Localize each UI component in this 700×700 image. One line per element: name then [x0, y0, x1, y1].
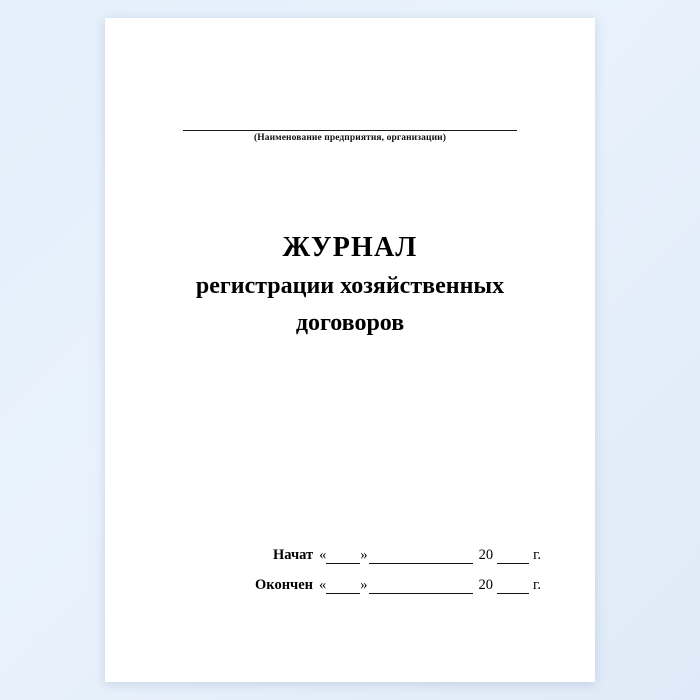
- finished-month-blank[interactable]: [369, 580, 473, 594]
- started-quote-open: «: [319, 547, 327, 563]
- started-year-prefix: 20: [478, 547, 494, 563]
- started-day-blank[interactable]: [326, 550, 360, 564]
- organization-name-rule: [183, 110, 517, 131]
- page-title: ЖУРНАЛ: [282, 232, 418, 263]
- document-sheet: [105, 18, 595, 682]
- finished-day-blank[interactable]: [326, 580, 360, 594]
- finished-year-suffix: г.: [533, 577, 541, 593]
- finished-year-blank[interactable]: [497, 580, 529, 594]
- finished-date-row[interactable]: [255, 564, 565, 594]
- dates-block: [255, 534, 565, 594]
- finished-year-prefix: 20: [478, 577, 494, 593]
- organization-name-field[interactable]: [183, 110, 517, 143]
- finished-quote-close: »: [360, 577, 368, 593]
- started-label: Начат: [273, 547, 314, 563]
- page-subtitle-line-1: регистрации хозяйственных: [195, 273, 505, 299]
- started-date-row[interactable]: [255, 534, 565, 564]
- organization-name-caption: (Наименование предприятия, организации): [253, 133, 447, 143]
- started-year-blank[interactable]: [497, 550, 529, 564]
- finished-label: Окончен: [255, 577, 314, 593]
- document-title-block: [145, 230, 555, 339]
- started-year-suffix: г.: [533, 547, 542, 563]
- started-quote-close: »: [360, 547, 368, 563]
- page-subtitle-line-2: договоров: [295, 310, 405, 337]
- finished-quote-open: «: [319, 577, 327, 593]
- started-month-blank[interactable]: [369, 550, 473, 564]
